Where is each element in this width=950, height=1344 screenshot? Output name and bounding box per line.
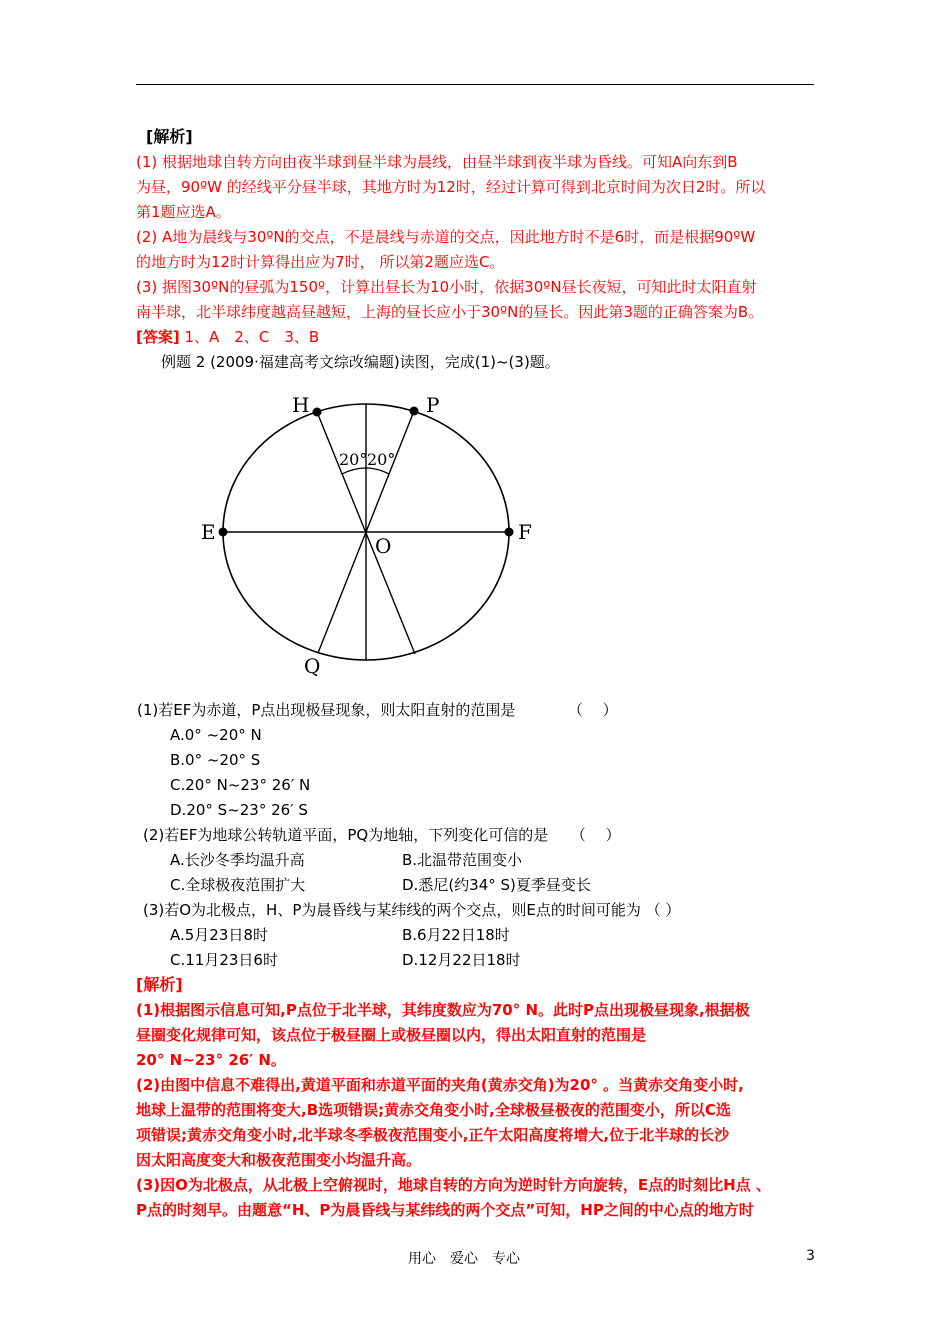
question-2-option: B.北温带范围变小 — [402, 851, 523, 869]
footer-motto: 用心 爱心 专心 — [408, 1251, 520, 1267]
question-3-stem: (3)若O为北极点，H、P为晨昏线与某纬线的两个交点，则E点的时间可能为 （ ） — [143, 901, 681, 919]
analysis-2-line: 因太阳高度变大和极夜范围变小均温升高。 — [136, 1151, 422, 1169]
analysis-line: (1) 根据地球自转方向由夜半球到昼半球为晨线，由昼半球到夜半球为昏线。可知A向东到B — [136, 153, 738, 171]
point-p — [410, 407, 419, 416]
question-1-stem: (1)若EF为赤道，P点出现极昼现象，则太阳直射的范围是 （ ） — [137, 701, 618, 719]
angle-label-right: 20° — [367, 450, 396, 469]
answer-label: [答案] — [136, 328, 180, 346]
example-title: 例题 2 (2009·福建高考文综改编题)读图，完成(1)~(3)题。 — [161, 353, 560, 371]
question-1-option: A.0° ~20° N — [170, 726, 262, 744]
answer-line — [136, 327, 319, 347]
question-3-option: A.5月23日8时 — [170, 926, 268, 944]
question-1-option: D.20° S~23° 26′ S — [170, 801, 308, 819]
angle-label-left: 20° — [339, 450, 368, 469]
answer-text: 1、A 2、C 3、B — [184, 328, 320, 346]
analysis-2-line: (2)由图中信息不难得出,黄道平面和赤道平面的夹角(黄赤交角)为20° 。当黄赤交角变小时, — [136, 1076, 744, 1094]
analysis-2-line: 昼圈变化规律可知，该点位于极昼圈上或极昼圈以内，得出太阳直射的范围是 — [136, 1026, 647, 1044]
analysis-2-line: 20° N~23° 26′ N。 — [136, 1051, 286, 1069]
label-f: F — [518, 520, 532, 544]
label-e: E — [201, 520, 216, 544]
point-f — [505, 528, 514, 537]
question-1-option: C.20° N~23° 26′ N — [170, 776, 311, 794]
point-h — [313, 408, 322, 417]
question-2-option: A.长沙冬季均温升高 — [170, 851, 305, 869]
analysis-line: 第1题应选A。 — [136, 203, 231, 221]
question-2-stem: (2)若EF为地球公转轨道平面，PQ为地轴，下列变化可信的是 （ ） — [143, 826, 621, 844]
label-h: H — [292, 393, 310, 417]
analysis-line: 为昼，90ºW 的经线平分昼半球，其地方时为12时，经过计算可得到北京时间为次日2时。所以 — [136, 178, 766, 196]
label-p: P — [426, 393, 440, 417]
label-q: Q — [304, 654, 321, 678]
question-3-option: B.6月22日18时 — [402, 926, 510, 944]
question-3-option: C.11月23日6时 — [170, 951, 278, 969]
analysis-line: 的地方时为12时计算得出应为7时， 所以第2题应选C。 — [136, 253, 505, 271]
point-e — [219, 528, 228, 537]
analysis-line: (2) A地为晨线与30ºN的交点，不是晨线与赤道的交点，因此地方时不是6时，而是根据90ºW — [136, 228, 756, 246]
analysis-2-line: 项错误;黄赤交角变小时,北半球冬季极夜范围变小,正午太阳高度将增大,位于北半球的长沙 — [136, 1126, 730, 1144]
question-2-option: D.悉尼(约34° S)夏季昼变长 — [402, 876, 591, 894]
analysis-2-line: (3)因O为北极点，从北极上空俯视时，地球自转的方向为逆时针方向旋转，E点的时刻比H点 、 — [136, 1176, 771, 1194]
analysis-2-line: P点的时刻早。由题意“H、P为晨昏线与某纬线的两个交点”可知，HP之间的中心点的地方时 — [136, 1201, 754, 1219]
analysis-2-line: 地球上温带的范围将变大,B选项错误;黄赤交角变小时,全球极昼极夜的范围变小，所以C选 — [136, 1101, 731, 1119]
analysis-2-heading: [解析] — [136, 975, 183, 994]
header-rule — [136, 84, 814, 85]
analysis-heading: [解析] — [146, 127, 193, 146]
question-1-option: B.0° ~20° S — [170, 751, 261, 769]
analysis-line: 南半球，北半球纬度越高昼越短，上海的昼长应小于30ºN的昼长。因此第3题的正确答案为B。 — [136, 303, 764, 321]
page-number: 3 — [806, 1248, 815, 1264]
analysis-2-line: (1)根据图示信息可知,P点位于北半球，其纬度数应为70° N。此时P点出现极昼现象,根据极 — [136, 1001, 750, 1019]
label-o: O — [375, 534, 392, 558]
analysis-line: (3) 据图30ºN的昼弧为150º，计算出昼长为10小时，依据30ºN昼长夜短，可知此时太阳直射 — [136, 278, 757, 296]
earth-diagram — [200, 390, 540, 680]
question-3-option: D.12月22日18时 — [402, 951, 521, 969]
question-2-option: C.全球极夜范围扩大 — [170, 876, 306, 894]
